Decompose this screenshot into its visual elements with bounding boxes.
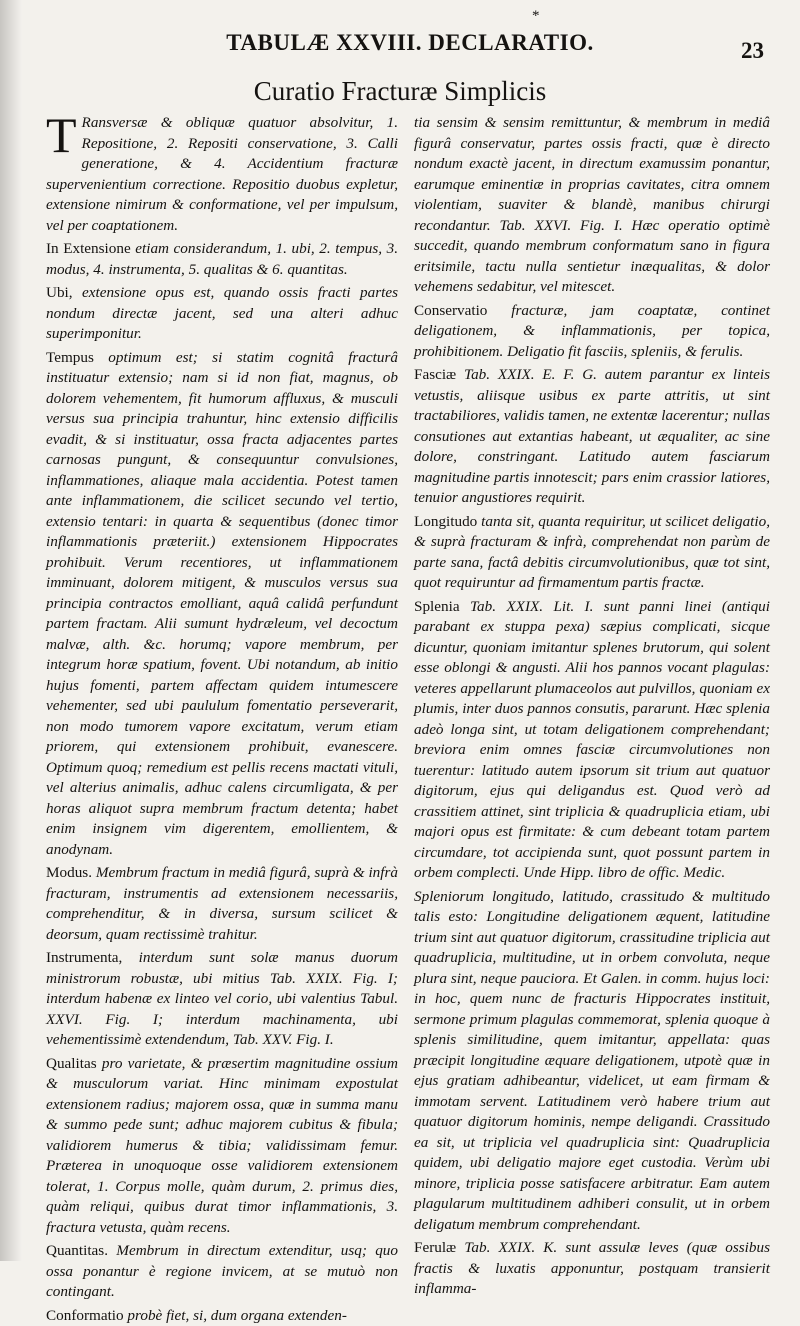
page-number: 23: [741, 38, 764, 64]
paragraph-text: tia sensim & sensim remittuntur, & membrum in mediâ figurâ conservatur, partes ossis fracti, quæ è directo nondum exactè jacent, in directum examussim ponantur, earumque eminentiæ in proprias cavitates, citra omnem violentiam, suaviter & blandè, manibus chirurgi recondantur. Tab. XXVI. Fig. I. Hæc operatio optimè succedit, quando membrum conformatum sano in figura eritsimile, tactu nulla sentietur inæqualitas, & dolor vehemens sedabitur, vel mitescet.: [414, 114, 770, 295]
paragraph-text: pro varietate, & præsertim magnitudine ossium & musculorum variat. Hinc minimam expostulat extensionem radius; majorem ossa, quæ in summa manu & summo pede sunt; adhuc majorem cubitus & fibula; validiorem humerus & tibia; validissimam femur. Præterea in unoquoque osse validiorem extensionem tolerat, 1. Corpus molle, quàm durum, 2. primus dies, quàm reliqui, quibus durat timor inflammationis, 3. fractura vetusta, quàm recens.: [46, 1055, 398, 1236]
paragraph-lead-term: Longitudo: [414, 513, 477, 530]
paragraph: [46, 348, 398, 861]
paragraph-text: Ransversæ & obliquæ quatuor absolvitur, 1. Repositione, 2. Repositi conservatione, 3. Calli generatione, & 4. Accidentium fracturæ supervenientium correctione. Repositio duobus expletur, extensione nimirum & conformatione, vel per impulsum, vel per coaptationem.: [46, 114, 398, 234]
paragraph-text: interdum sunt solæ manus duorum ministrorum robustæ, ubi mitius Tab. XXIX. Fig. I; interdum habenæ ex linteo vel corio, ubi valentius Tabul. XXVI. Fig. I; interdum machinamenta, ubi vehementissimè extendendum, Tab. XXV. Fig. I.: [46, 949, 398, 1048]
paragraph: [46, 948, 398, 1051]
paragraph: [46, 1241, 398, 1303]
paragraph-text: Tab. XXIX. Lit. I. sunt panni linei (antiqui parabant ex stuppa pexa) sæpius complicati, sicque dicuntur, quoniam imitantur splenes brutorum, qui solent esse oblongi & angusti. Alii hos pannos vocant plagulas: veteres appellarunt plumaceolos aut pulvillos, quoniam ex plumis, inter duos pannos consutis, pararunt. Hæc splenia adeò longa sint, ut totam deligationem comprehendant; breviora enim omnes fasciæ circumvolutiones non tuerentur: latitudo autem ipsorum sit trium aut quatuor digitorum, ejus qui deligandus est. Quod verò ad crassitiem attinet, sint triplicia & quadruplicia etiam, ubi majori opus est firmitate: & cum debeant totam partem circumdare, tot accipienda sunt, quot possunt partem in orbem complecti. Unde Hipp. libro de offic. Medic.: [414, 598, 770, 882]
paragraph: [414, 1238, 770, 1300]
page-edge-shadow: [0, 0, 22, 1261]
paragraph: [46, 1306, 398, 1326]
paragraph-lead-term: Fasciæ: [414, 366, 456, 383]
paragraph: [46, 113, 398, 236]
paragraph: [414, 512, 770, 594]
paragraph-lead-term: Ferulæ: [414, 1239, 456, 1256]
paragraph: [46, 239, 398, 280]
paragraph-text: Spleniorum longitudo, latitudo, crassitudo & multitudo talis esto: Longitudine deligationem æquent, latitudine trium sint aut quatuor digitorum, crassitudine triplicia aut quadruplicia, multitudine, ut in orbem convoluta, neque plura sint, neque pauciora. Et Galen. in comm. hujus loci: in hoc, quem nunc de fracturis Hippocrates instituit, sermone primum plagulas commemorat, splenia quoque à splenis similitudine, quem imitantur, appellata: quas præcipit longitudine æquare deligationem, utpotè quæ in ejus gratiam adhibeantur, videlicet, ut eam firmam & immotam servent. Latitudinem verò habere trium aut quatuor digitorum hominis, nempe deligandi. Crassitudo ea sit, ut triplicia vel quadruplicia sint: Quadruplicia quidem, ubi deligatio majore eget custodia. Verùm ubi minore, triplicia posse satisfacere arbitratur. Eam autem plagularum multitudinem adhiberi consulit, ut in orbem deligatum membrum comprehendant.: [414, 888, 770, 1233]
drop-cap: T: [46, 115, 77, 155]
paragraph: [46, 1054, 398, 1239]
paragraph: [414, 113, 770, 298]
paragraph: [414, 301, 770, 363]
paragraph-text: optimum est; si statim cognitâ fracturâ instituatur extensio; nam si id non fiat, magnus, ob dolorem vehementem, fit humorum affluxus, & musculi versus sua principia trahuntur, hinc extensio difficilis evadit, & si instituatur, ossa fracta adjacentes partes carnosas pungunt, & consequuntur convulsiones, inflammationes, aliaque mala accidentia. Potest tamen ante inflammationem, die scilicet secundo vel tertio, extensio tentari: in quarta & sequentibus (donec timor inflammationis præteriit.) extensionem Hippocrates prohibuit. Verum recentiores, ut inflammationem imminuant, dolorem mitigent, & musculos versus sua principia contractos emolliant, aquâ calidâ perfundunt partem fractam. Alii sumunt hydræleum, vel decoctum malvæ, alth. &c. horumq; vapore membrum, per integrum horæ spatium, fovent. Ubi notandum, ab initio hujus fomenti, partem affectam quidem intumescere vehementer, sed ubi paululum fomentatio perseverarit, non modo tumorem vapore excitatum, verum etiam priorem, qui extensionem prohibuit, evanescere. Optimum quoq; remedium est pellis recens mactati vituli, vel alterius animalis, adhuc calens circumligata, & per horas aliquot supra membrum fractum detenta; habet enim insignem vim digerentem, emollientem, & anodynam.: [46, 349, 398, 858]
section-title: Curatio Fracturæ Simplicis: [0, 76, 800, 107]
paragraph: [46, 863, 398, 945]
paragraph-lead-term: Splenia: [414, 598, 460, 615]
paragraph-text: Tab. XXIX. K. sunt assulæ leves (quæ ossibus fractis & luxatis apponuntur, postquam transierit inflamma-: [414, 1239, 770, 1297]
paragraph-lead-term: Conformatio: [46, 1307, 124, 1324]
paragraph-text: Tab. XXIX. E. F. G. autem parantur ex linteis vetustis, aliisque usibus ex parte attritis, ut sint tractabiliores, validis tamen, ne extentæ lacerentur; nullas consutiones aut extantias habeant, ut æqualiter, ac sine dolore, constringant. Latitudo autem fasciarum magnitudine partis innotescit; pars enim crassior latiores, tenuior angustiores requirit.: [414, 366, 770, 506]
right-column: [414, 113, 770, 1300]
paragraph-lead-term: Modus.: [46, 864, 92, 881]
paragraph-text: tanta sit, quanta requiritur, ut scilicet deligatio, & suprà fracturam & infrà, comprehendat non parùm de parte sana, factâ debitis circumvolutionibus, quæ tot sint, quot requiruntur ad firmamentum partis fractæ.: [414, 513, 770, 592]
paragraph-text: Membrum in directum extenditur, usq; quo ossa ponantur è regione invicem, at se mutuò non contingant.: [46, 1242, 398, 1300]
paragraph-lead-term: Ubi,: [46, 284, 73, 301]
asterisk-mark: *: [532, 8, 540, 25]
paragraph-text: Membrum fractum in mediâ figurâ, suprà & infrà fracturam, instrumentis ad extensionem necessariis, comprehenditur, & in diversa, sursum scilicet & deorsum, quam rectissimè trahitur.: [46, 864, 398, 943]
paragraph-text: probè fiet, si, dum organa extenden-: [124, 1307, 347, 1324]
paragraph-lead-term: In Extensione: [46, 240, 131, 257]
paragraph-text: etiam considerandum, 1. ubi, 2. tempus, 3. modus, 4. instrumenta, 5. qualitas & 6. quantitas.: [46, 240, 398, 278]
paragraph-lead-term: Quantitas.: [46, 1242, 108, 1259]
paragraph-lead-term: Tempus: [46, 349, 94, 366]
paragraph-lead-term: Instrumenta,: [46, 949, 122, 966]
paragraph: [414, 887, 770, 1236]
paragraph-lead-term: Conservatio: [414, 302, 487, 319]
running-head: TABULÆ XXVIII. DECLARATIO.: [210, 30, 610, 56]
paragraph-text: extensione opus est, quando ossis fracti partes nondum directæ jacent, sed una alteri adhuc superimponitur.: [46, 284, 398, 342]
paragraph: [414, 597, 770, 884]
paragraph-lead-term: Qualitas: [46, 1055, 97, 1072]
left-column: [46, 113, 398, 1326]
paragraph: [46, 283, 398, 345]
paragraph-text: fracturæ, jam coaptatæ, continet deligationem, & inflammationis, per topica, prohibitionem. Deligatio fit fasciis, spleniis, & ferulis.: [414, 302, 770, 360]
paragraph: [414, 365, 770, 509]
